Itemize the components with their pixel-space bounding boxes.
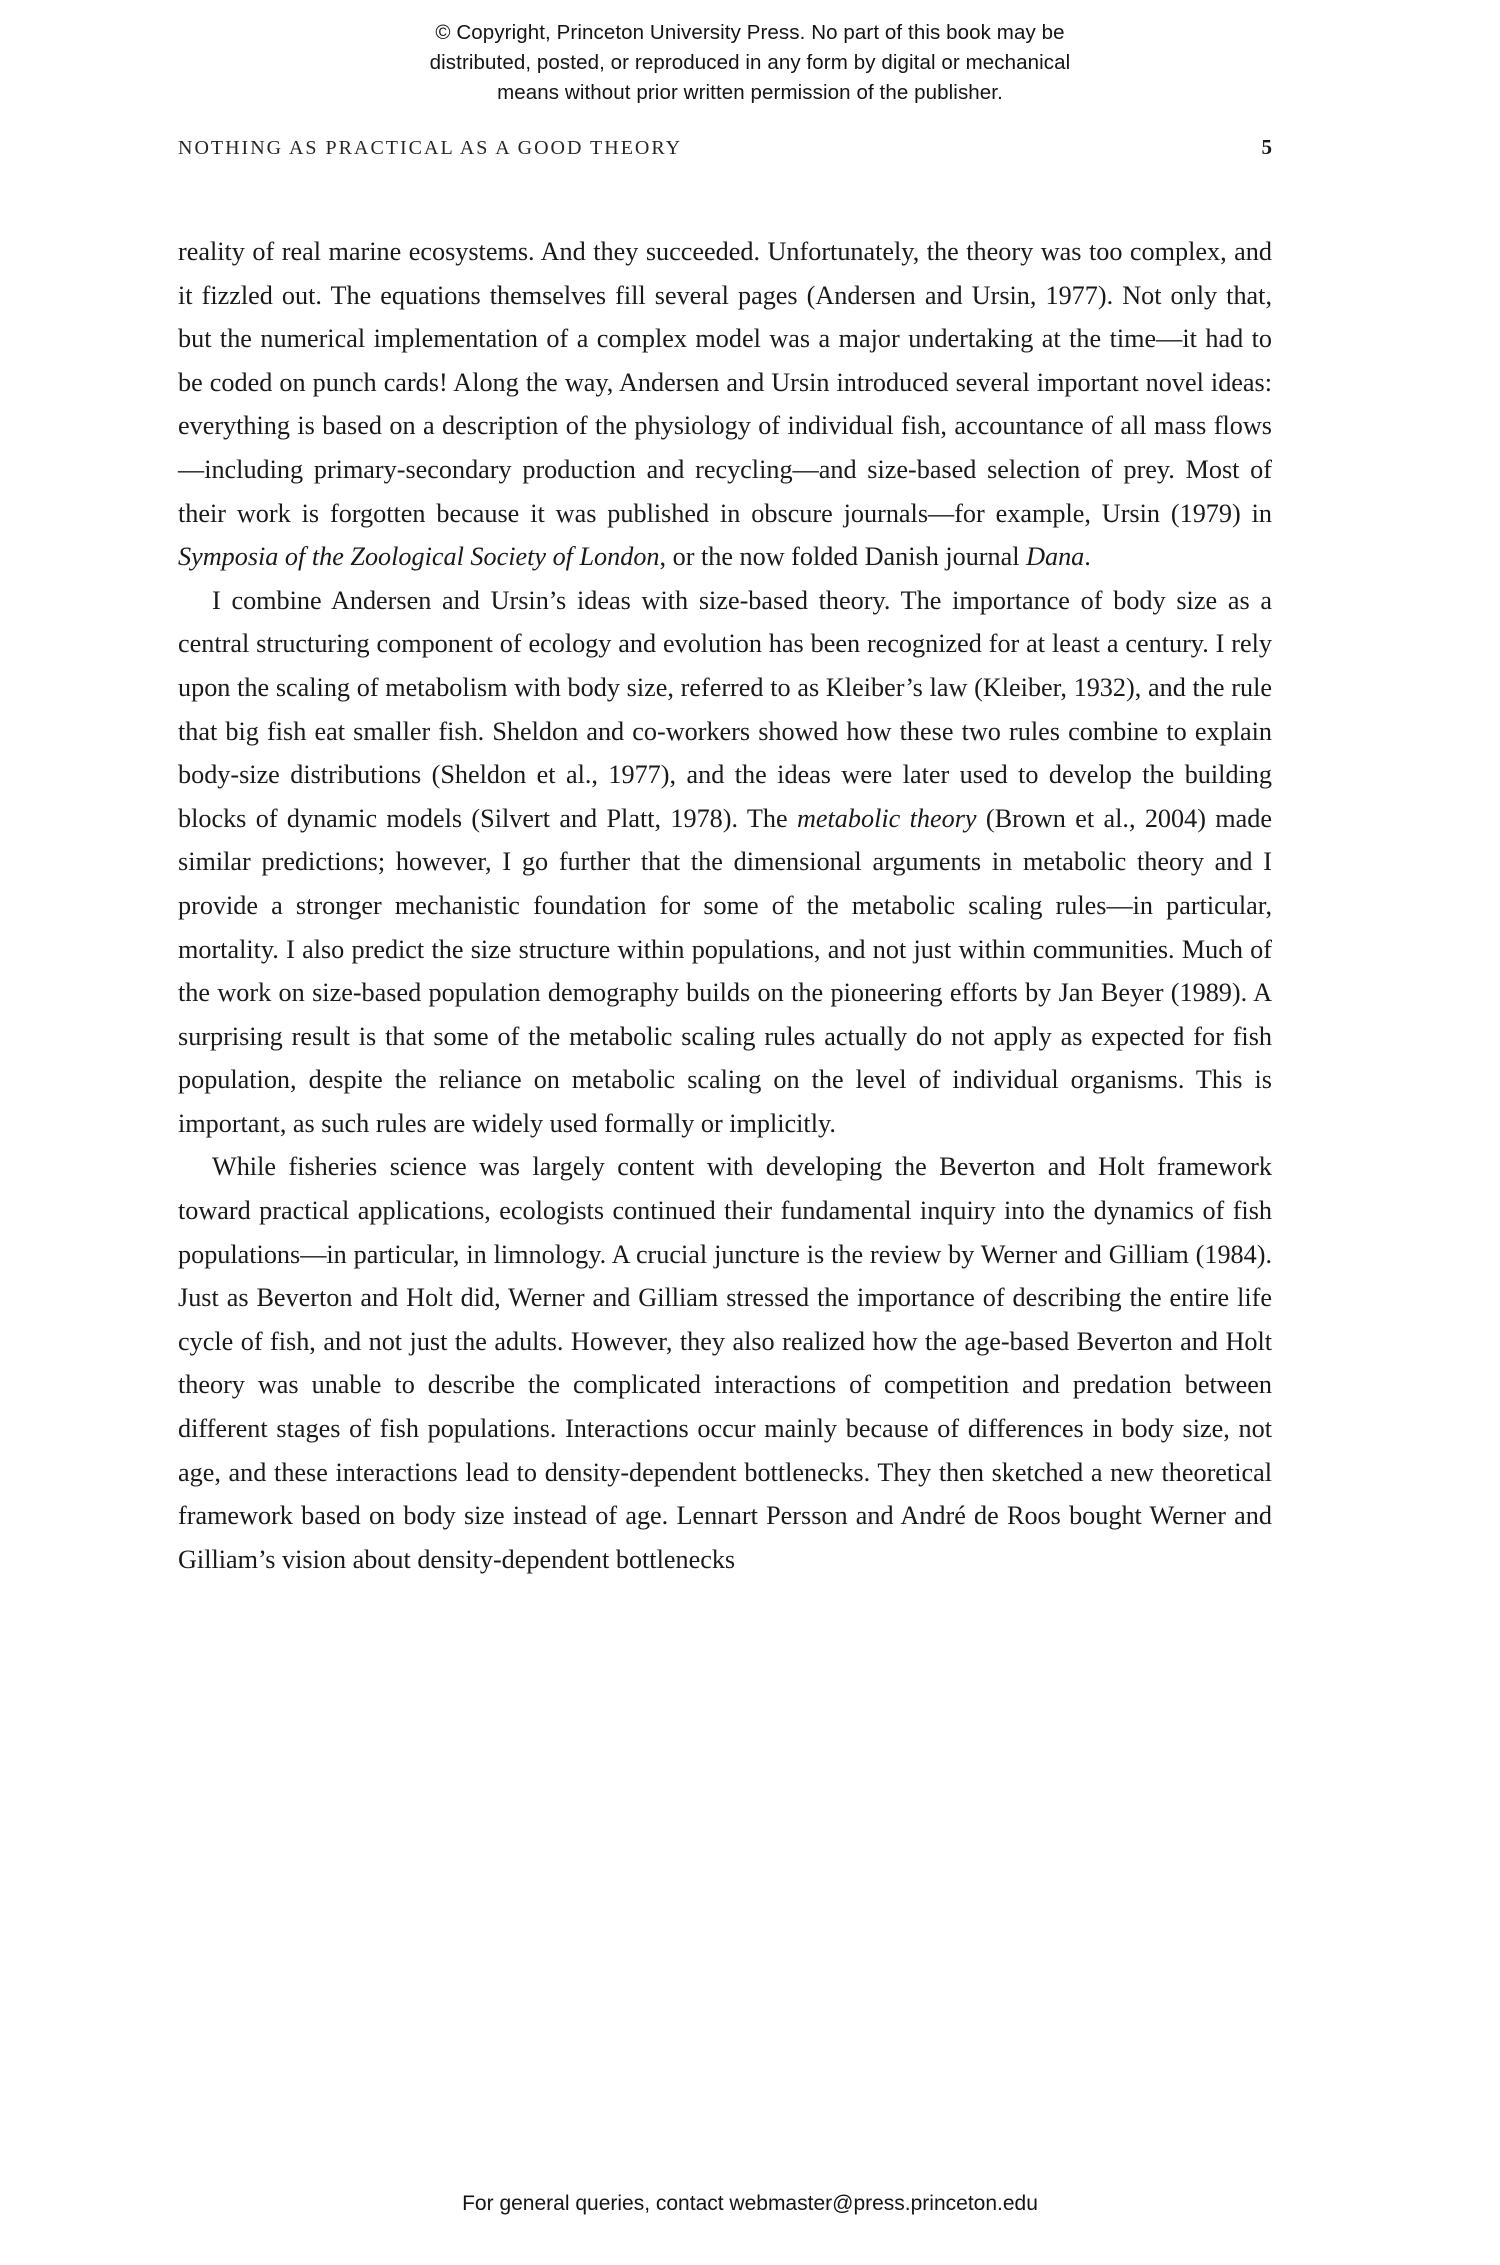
paragraph-1-part-3: . [1084, 542, 1091, 572]
journal-title-dana: Dana [1026, 542, 1085, 572]
paragraph-2 [178, 579, 1272, 1146]
journal-title-symposia: Symposia of the Zoological Society of London [178, 542, 660, 572]
copyright-notice [0, 18, 1500, 108]
term-metabolic-theory: metabolic theory [797, 803, 977, 833]
footer-queries-line: For general queries, contact webmaster@press.princeton.edu [462, 2192, 1038, 2215]
running-head-title: NOTHING AS PRACTICAL AS A GOOD THEORY [178, 137, 683, 159]
running-head [178, 135, 1272, 160]
paragraph-3: While fisheries science was largely content with developing the Beverton and Holt framework toward practical applications, ecologists continued their fundamental inquiry into the dynamics of fish populations—in particular, in limnology. A crucial juncture is the review by Werner and Gilliam (1984). Just as Beverton and Holt did, Werner and Gilliam stressed the importance of describing the entire life cycle of fish, and not just the adults. However, they also realized how the age-based Beverton and Holt theory was unable to describe the complicated interactions of competition and predation between different stages of fish populations. Interactions occur mainly because of differences in body size, not age, and these interactions lead to density-dependent bottlenecks. They then sketched a new theoretical framework based on body size instead of age. Lennart Persson and André de Roos bought Werner and Gilliam’s vision about density-dependent bottlenecks [178, 1152, 1272, 1574]
paragraph-1-part-1: reality of real marine ecosystems. And they succeeded. Unfortunately, the theory was too complex, and it fizzled out. The equations themselves fill several pages (Andersen and Ursin, 1977). Not only that, but the numerical implementation of a complex model was a major undertaking at the time—it had to be coded on punch cards! Along the way, Andersen and Ursin introduced several important novel ideas: everything is based on a description of the physiology of individual fish, accountance of all mass flows—including primary-secondary production and recycling—and size-based selection of prey. Most of their work is forgotten because it was published in obscure journals—for example, Ursin (1979) in [178, 237, 1272, 528]
copyright-line-2: distributed, posted, or reproduced in any form by digital or mechanical [429, 51, 1071, 74]
paragraph-2-part-2: (Brown et al., 2004) made similar predictions; however, I go further that the dimensional arguments in metabolic theory and I provide a stronger mechanistic foundation for some of the metabolic scaling rules—in particular, mortality. I also predict the size structure within populations, and not just within communities. Much of the work on size-based population demography builds on the pioneering efforts by Jan Beyer (1989). A surprising result is that some of the metabolic scaling rules actually do not apply as expected for fish population, despite the reliance on metabolic scaling on the level of individual organisms. This is important, as such rules are widely used formally or implicitly. [178, 803, 1273, 1138]
paragraph-2-part-1: I combine Andersen and Ursin’s ideas with size-based theory. The importance of body size as a central structuring component of ecology and evolution has been recognized for at least a century. I rely upon the scaling of metabolism with body size, referred to as Kleiber’s law (Kleiber, 1932), and the rule that big fish eat smaller fish. Sheldon and co-workers showed how these two rules combine to explain body-size distributions (Sheldon et al., 1977), and the ideas were later used to develop the building blocks of dynamic models (Silvert and Platt, 1978). The [178, 585, 1272, 833]
page-number: 5 [1261, 135, 1272, 159]
body-text [178, 230, 1272, 1581]
paragraph-1 [178, 230, 1272, 579]
copyright-line-3: means without prior written permission of the publisher. [497, 81, 1003, 104]
paragraph-1-part-2: , or the now folded Danish journal [659, 542, 1027, 572]
copyright-line-1: © Copyright, Princeton University Press. No part of this book may be [435, 21, 1065, 44]
